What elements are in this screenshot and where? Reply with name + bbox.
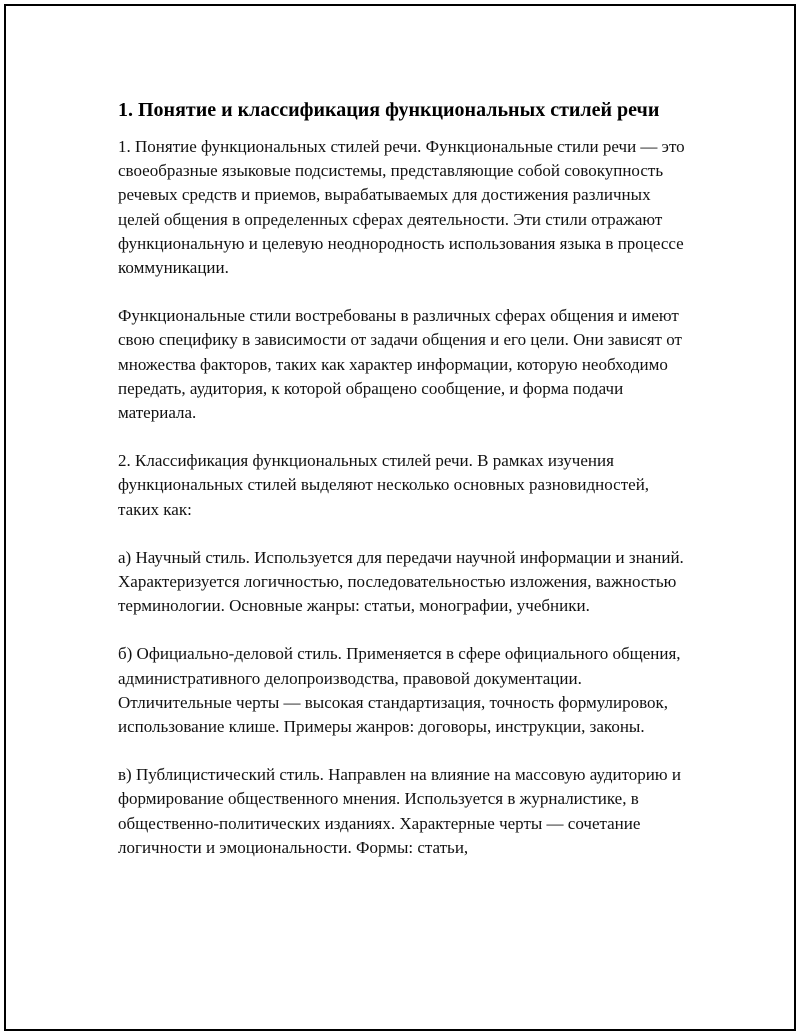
paragraph-scientific-style: а) Научный стиль. Используется для передачи научной информации и знаний. Характеризуется логичностью, последовательностью изложения, важностью терминологии. Основные жанры: статьи, монографии, учебники. (118, 547, 684, 616)
paragraph-official-style: б) Официально-деловой стиль. Применяется в сфере официального общения, административного делопроизводства, правовой документации. Отличительные черты — высокая стандартизация, точность формулировок, использование клише. Примеры жанров: договоры, инструкции, законы. (118, 644, 681, 737)
paragraph-demand: Функциональные стили востребованы в различных сферах общения и имеют свою специфику в зависимости от задачи общения и его цели. Они зависят от множества факторов, таких как характер информации, которую необходимо передать, аудитория, к которой обращено сообщение, и форма подачи материала. (118, 306, 682, 423)
paragraph-concept: 1. Понятие функциональных стилей речи. Функциональные стили речи — это своеобразные языковые подсистемы, представляющие собой совокупность речевых средств и приемов, вырабатываемых для достижения различных целей общения в определенных сферах деятельности. Эти стили отражают функциональную и целевую неоднородность использования языка в процессе коммуникации. (118, 137, 685, 278)
page-frame (4, 4, 796, 1031)
document-body (118, 96, 694, 884)
paragraph-classification: 2. Классификация функциональных стилей речи. В рамках изучения функциональных стилей выделяют несколько основных разновидностей, таких как: (118, 451, 650, 519)
paragraph-publicistic-style: в) Публицистический стиль. Направлен на влияние на массовую аудиторию и формирование общественного мнения. Используется в журналистике, в общественно-политических изданиях. Характерные черты — сочетание логичности и эмоциональности. Формы: статьи, (118, 765, 681, 857)
document-title: 1. Понятие и классификация функциональных стилей речи (118, 99, 660, 121)
